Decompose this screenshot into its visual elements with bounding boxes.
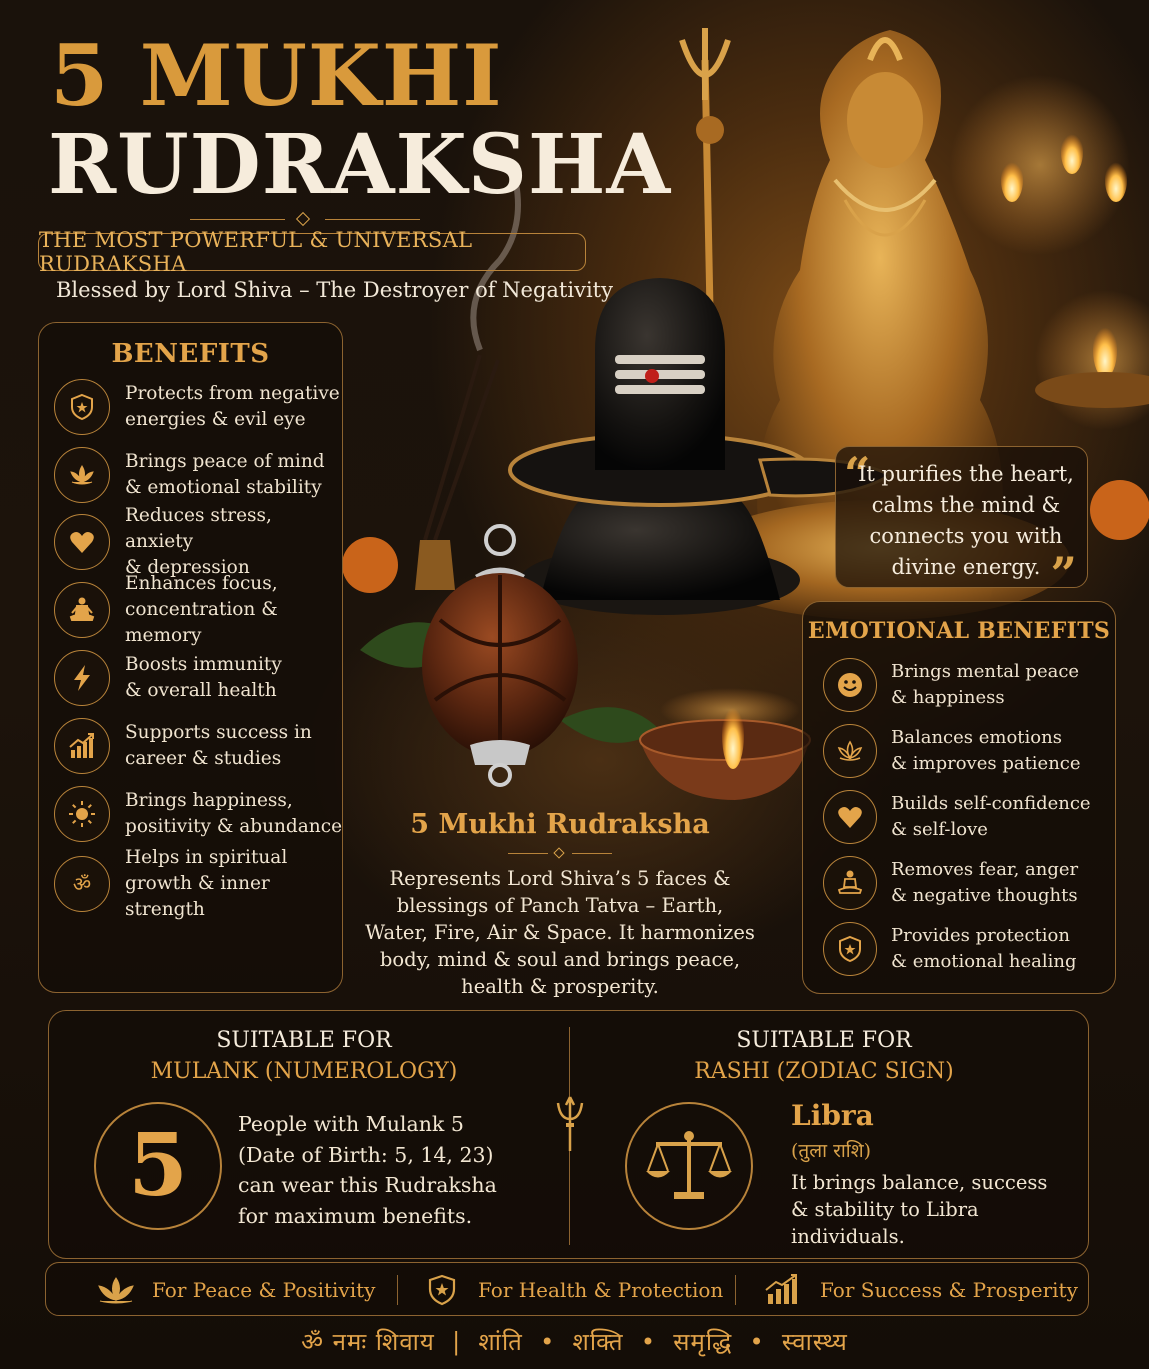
emotional-item <box>823 920 1113 978</box>
rashi-line: individuals. <box>791 1225 905 1248</box>
title-line-2: RUDRAKSHA <box>48 117 672 213</box>
benefit-line: Boosts immunity <box>125 654 282 675</box>
libra-scale-badge <box>625 1102 753 1230</box>
lightning-icon <box>54 650 110 706</box>
benefit-item <box>54 573 344 646</box>
smile-icon <box>823 658 877 712</box>
libra-scale-icon <box>644 1126 734 1206</box>
mulank-number-badge <box>94 1102 222 1230</box>
footer-item-success <box>762 1263 1078 1317</box>
benefit-line: & overall health <box>125 680 277 701</box>
meditation-icon <box>823 856 877 910</box>
mulank-heading-line1: SUITABLE FOR <box>216 1028 392 1053</box>
emotional-heading: EMOTIONAL BENEFITS <box>807 618 1111 644</box>
footer-label: For Health & Protection <box>478 1278 724 1302</box>
benefit-line: & depression <box>125 557 250 578</box>
benefit-line: Supports success in <box>125 722 312 743</box>
benefit-line: Reduces stress, anxiety <box>125 505 272 552</box>
suitable-panel <box>48 1010 1089 1259</box>
footer-separator <box>735 1275 736 1305</box>
emotional-line: & happiness <box>891 687 1005 708</box>
mulank-line: (Date of Birth: 5, 14, 23) <box>238 1142 494 1167</box>
lotus-icon <box>94 1274 138 1306</box>
sun-icon <box>54 786 110 842</box>
footer-bar <box>45 1262 1089 1316</box>
mulank-line: People with Mulank 5 <box>238 1112 464 1136</box>
tagline: Blessed by Lord Shiva – The Destroyer of Negativity <box>56 278 613 302</box>
quote-text: It purifies the heart, calms the mind & connects you with divine energy. <box>858 462 1074 579</box>
title-divider <box>190 214 420 224</box>
emotional-line: & negative thoughts <box>891 885 1078 906</box>
rashi-line: & stability to Libra <box>791 1198 979 1221</box>
title-line-1: 5 MUKHI <box>50 26 503 125</box>
oil-lamp-icon <box>640 688 810 800</box>
benefit-item <box>54 648 344 708</box>
benefit-line: Brings peace of mind <box>125 451 325 472</box>
rashi-line: It brings balance, success <box>791 1171 1048 1194</box>
heart-icon <box>823 790 877 844</box>
mulank-text <box>238 1109 497 1231</box>
emotional-benefits-panel <box>802 601 1116 994</box>
svg-text:ॐ: ॐ <box>72 872 92 896</box>
rashi-heading <box>579 1025 1069 1087</box>
benefit-line: concentration & memory <box>125 599 278 646</box>
benefit-item <box>54 377 344 437</box>
emotional-item <box>823 788 1113 846</box>
emotional-item <box>823 854 1113 912</box>
emotional-line: Provides protection <box>891 925 1070 946</box>
center-description: Represents Lord Shiva’s 5 faces & blessings of Panch Tatva – Earth, Water, Fire, Air & Space. It harmonizes body, mind & soul and brings peace, health & prosperity. <box>365 867 755 998</box>
close-quote-icon: ” <box>1050 547 1077 601</box>
emotional-line: & improves patience <box>891 753 1081 774</box>
benefit-line: growth & inner strength <box>125 873 270 920</box>
center-divider <box>508 848 612 858</box>
emotional-item <box>823 722 1113 780</box>
rashi-text <box>791 1169 1047 1250</box>
mantra-footer: ॐ नमः शिवाय | शांति • शक्ति • समृद्धि • स्वास्थ्य <box>301 1328 848 1356</box>
meditation-icon <box>54 582 110 638</box>
benefit-line: Brings happiness, <box>125 790 293 811</box>
heart-icon <box>54 514 110 570</box>
shield-star-icon <box>420 1274 464 1306</box>
benefit-line: career & studies <box>125 748 282 769</box>
mulank-heading <box>49 1025 559 1087</box>
benefit-line: Enhances focus, <box>125 573 278 594</box>
benefit-item <box>54 505 344 578</box>
benefit-line: Protects from negative <box>125 383 340 404</box>
benefit-item <box>54 784 344 844</box>
benefit-line: Helps in spiritual <box>125 847 288 868</box>
footer-item-health <box>420 1263 723 1317</box>
footer-label: For Peace & Positivity <box>152 1278 376 1302</box>
center-title: 5 Mukhi Rudraksha <box>410 809 710 840</box>
emotional-line: Brings mental peace <box>891 661 1080 682</box>
growth-chart-icon <box>54 718 110 774</box>
rashi-heading-line2: RASHI (ZODIAC SIGN) <box>694 1059 954 1084</box>
mulank-heading-line2: MULANK (NUMEROLOGY) <box>150 1059 458 1084</box>
shield-star-icon <box>54 379 110 435</box>
benefits-panel <box>38 322 343 993</box>
quote-box <box>835 446 1088 601</box>
mulank-line: for maximum benefits. <box>238 1203 473 1228</box>
rashi-sign: Libra <box>791 1099 874 1132</box>
footer-separator <box>397 1275 398 1305</box>
rashi-sign-hindi: (तुला राशि) <box>791 1140 872 1162</box>
benefit-item <box>54 847 344 920</box>
rashi-heading-line1: SUITABLE FOR <box>736 1028 912 1053</box>
growth-chart-icon <box>762 1274 806 1306</box>
emotional-line: Removes fear, anger <box>891 859 1079 880</box>
footer-item-peace <box>94 1263 375 1317</box>
om-icon <box>54 856 110 912</box>
mulank-line: can wear this Rudraksha <box>238 1173 497 1197</box>
benefits-heading: BENEFITS <box>111 339 270 369</box>
emotional-item <box>823 656 1113 714</box>
benefit-line: & emotional stability <box>125 477 322 498</box>
emotional-line: Builds self-confidence <box>891 793 1091 814</box>
open-quote-icon: “ <box>844 447 871 501</box>
emotional-line: & emotional healing <box>891 951 1077 972</box>
emotional-line: & self-love <box>891 819 988 840</box>
subtitle-pill: THE MOST POWERFUL & UNIVERSAL RUDRAKSHA <box>38 233 586 271</box>
lotus-icon <box>54 447 110 503</box>
mulank-number: 5 <box>128 1115 188 1216</box>
benefit-item <box>54 445 344 505</box>
shield-star-icon <box>823 922 877 976</box>
emotional-line: Balances emotions <box>891 727 1062 748</box>
lotus-icon <box>823 724 877 778</box>
benefit-line: positivity & abundance <box>125 816 343 837</box>
trident-icon <box>554 1093 586 1153</box>
footer-label: For Success & Prosperity <box>820 1278 1078 1302</box>
benefit-line: energies & evil eye <box>125 409 306 430</box>
benefit-item <box>54 716 344 776</box>
